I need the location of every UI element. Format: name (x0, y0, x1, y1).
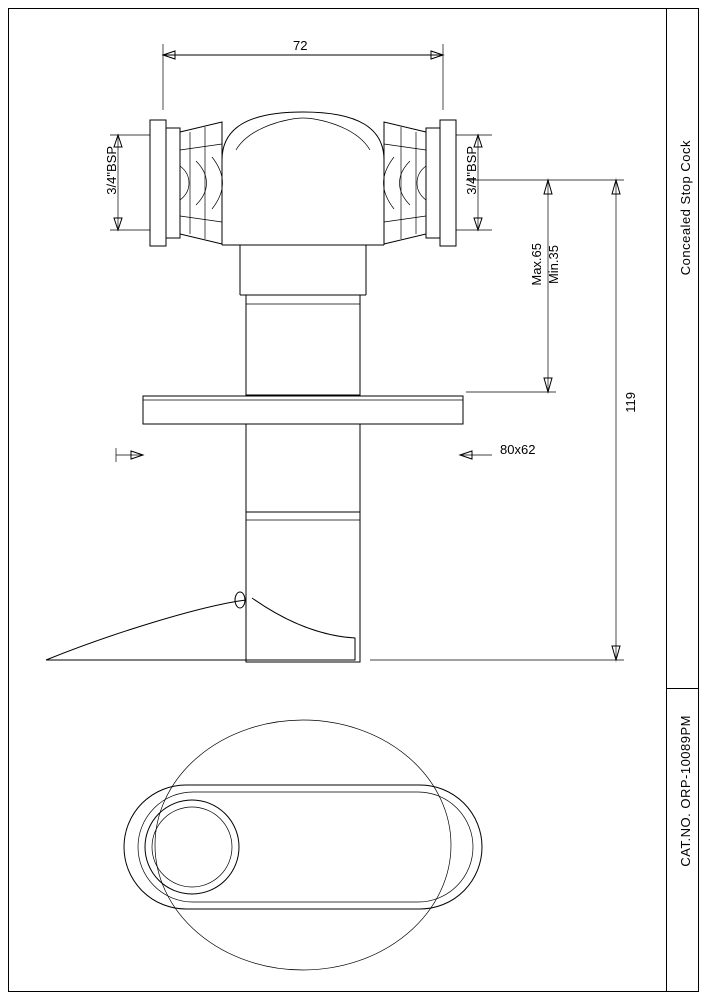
dimension-thread-right: 3/4"BSP (464, 146, 479, 195)
dimension-projection-max: Max.65 (529, 243, 544, 286)
catalog-number: CAT.NO. ORP-10089PM (678, 715, 693, 867)
dimension-projection-min: Min.35 (546, 245, 561, 285)
dimension-overall-width: 72 (293, 38, 308, 53)
front-elevation-view (46, 44, 624, 662)
drawing-title: Concealed Stop Cock (678, 140, 693, 276)
dimension-thread-left: 3/4"BSP (104, 146, 119, 195)
dimension-flange-size: 80x62 (500, 442, 536, 457)
plan-view (124, 720, 482, 970)
dimension-overall-height: 119 (623, 392, 638, 413)
